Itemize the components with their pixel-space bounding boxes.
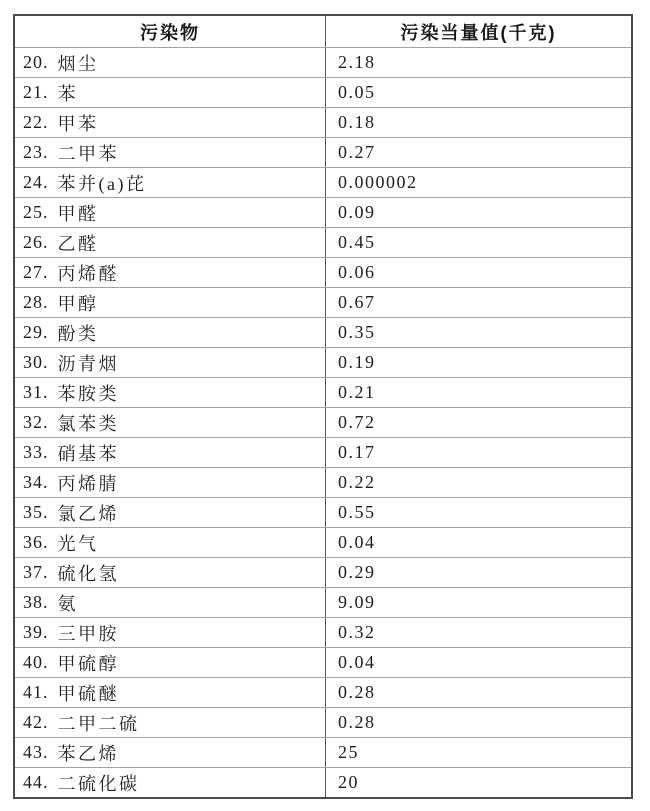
value-cell bbox=[326, 408, 631, 437]
pollutant-name: 氯苯类 bbox=[57, 413, 119, 434]
equivalent-value: 0.09 bbox=[338, 202, 376, 222]
pollutant-cell bbox=[15, 108, 326, 137]
row-number: 39. bbox=[23, 622, 49, 642]
table-row bbox=[15, 437, 631, 467]
pollutant-cell bbox=[15, 318, 326, 347]
pollutant-cell bbox=[15, 468, 326, 497]
row-number: 38. bbox=[23, 592, 49, 612]
table-row bbox=[15, 317, 631, 347]
row-number: 37. bbox=[23, 562, 49, 582]
value-cell bbox=[326, 588, 631, 617]
table-row bbox=[15, 47, 631, 77]
pollutant-name: 丙烯腈 bbox=[57, 473, 119, 494]
pollutant-cell bbox=[15, 288, 326, 317]
row-number: 23. bbox=[23, 142, 49, 162]
pollutant-cell bbox=[15, 408, 326, 437]
value-cell bbox=[326, 258, 631, 287]
pollutant-cell bbox=[15, 78, 326, 107]
value-cell bbox=[326, 48, 631, 77]
pollutant-name: 二甲苯 bbox=[57, 143, 119, 164]
pollutant-name: 酚类 bbox=[57, 323, 99, 344]
table-row bbox=[15, 107, 631, 137]
pollutant-name: 硝基苯 bbox=[57, 443, 119, 464]
row-number: 24. bbox=[23, 172, 49, 192]
row-number: 27. bbox=[23, 262, 49, 282]
table-row bbox=[15, 527, 631, 557]
equivalent-value: 0.18 bbox=[338, 112, 376, 132]
pollutant-name: 光气 bbox=[57, 533, 99, 554]
equivalent-value: 9.09 bbox=[338, 592, 376, 612]
table-row bbox=[15, 557, 631, 587]
row-number: 29. bbox=[23, 322, 49, 342]
pollutant-cell bbox=[15, 558, 326, 587]
value-cell bbox=[326, 558, 631, 587]
table-row bbox=[15, 497, 631, 527]
table-row bbox=[15, 227, 631, 257]
row-number: 31. bbox=[23, 382, 49, 402]
pollutant-equivalent-table bbox=[13, 14, 633, 799]
value-cell bbox=[326, 318, 631, 347]
pollutant-name: 乙醛 bbox=[57, 233, 99, 254]
equivalent-value: 0.04 bbox=[338, 532, 376, 552]
equivalent-value: 20 bbox=[338, 772, 359, 792]
row-number: 35. bbox=[23, 502, 49, 522]
equivalent-value: 0.05 bbox=[338, 82, 376, 102]
value-cell bbox=[326, 78, 631, 107]
pollutant-cell bbox=[15, 258, 326, 287]
value-cell bbox=[326, 288, 631, 317]
row-number: 40. bbox=[23, 652, 49, 672]
table-row bbox=[15, 197, 631, 227]
table-row bbox=[15, 347, 631, 377]
table-row bbox=[15, 707, 631, 737]
value-cell bbox=[326, 378, 631, 407]
value-cell bbox=[326, 228, 631, 257]
pollutant-name: 二硫化碳 bbox=[57, 773, 140, 794]
value-cell bbox=[326, 648, 631, 677]
table-row bbox=[15, 167, 631, 197]
value-cell bbox=[326, 708, 631, 737]
pollutant-name: 甲硫醇 bbox=[57, 653, 119, 674]
pollutant-name: 硫化氢 bbox=[57, 563, 119, 584]
pollutant-name: 三甲胺 bbox=[57, 623, 119, 644]
row-number: 22. bbox=[23, 112, 49, 132]
value-cell bbox=[326, 438, 631, 467]
row-number: 21. bbox=[23, 82, 49, 102]
equivalent-value: 0.72 bbox=[338, 412, 376, 432]
pollutant-name: 沥青烟 bbox=[57, 353, 119, 374]
pollutant-cell bbox=[15, 138, 326, 167]
table-header-row bbox=[15, 16, 631, 47]
row-number: 32. bbox=[23, 412, 49, 432]
pollutant-name: 丙烯醛 bbox=[57, 263, 119, 284]
pollutant-cell bbox=[15, 228, 326, 257]
column-header-equivalent-value: 污染当量值(千克) bbox=[400, 22, 557, 43]
equivalent-value: 0.35 bbox=[338, 322, 376, 342]
pollutant-name: 氯乙烯 bbox=[57, 503, 119, 524]
pollutant-name: 苯 bbox=[57, 83, 78, 104]
equivalent-value: 0.67 bbox=[338, 292, 376, 312]
equivalent-value: 0.29 bbox=[338, 562, 376, 582]
equivalent-value: 0.21 bbox=[338, 382, 376, 402]
row-number: 34. bbox=[23, 472, 49, 492]
row-number: 44. bbox=[23, 772, 49, 792]
table-row bbox=[15, 407, 631, 437]
pollutant-cell bbox=[15, 618, 326, 647]
equivalent-value: 0.04 bbox=[338, 652, 376, 672]
equivalent-value: 0.19 bbox=[338, 352, 376, 372]
pollutant-name: 氨 bbox=[57, 593, 78, 614]
pollutant-name: 甲硫醚 bbox=[57, 683, 119, 704]
value-cell bbox=[326, 138, 631, 167]
table-row bbox=[15, 617, 631, 647]
row-number: 41. bbox=[23, 682, 49, 702]
row-number: 25. bbox=[23, 202, 49, 222]
table-row bbox=[15, 647, 631, 677]
pollutant-cell bbox=[15, 768, 326, 797]
value-cell bbox=[326, 768, 631, 797]
pollutant-cell bbox=[15, 678, 326, 707]
table-row bbox=[15, 767, 631, 797]
table-body bbox=[15, 47, 631, 797]
table-row bbox=[15, 677, 631, 707]
pollutant-name: 苯胺类 bbox=[57, 383, 119, 404]
value-cell bbox=[326, 498, 631, 527]
pollutant-name: 二甲二硫 bbox=[57, 713, 140, 734]
equivalent-value: 0.28 bbox=[338, 712, 376, 732]
equivalent-value: 0.27 bbox=[338, 142, 376, 162]
value-cell bbox=[326, 108, 631, 137]
pollutant-cell bbox=[15, 198, 326, 227]
row-number: 20. bbox=[23, 52, 49, 72]
equivalent-value: 0.000002 bbox=[338, 172, 418, 192]
row-number: 26. bbox=[23, 232, 49, 252]
pollutant-cell bbox=[15, 168, 326, 197]
row-number: 28. bbox=[23, 292, 49, 312]
table-row bbox=[15, 287, 631, 317]
value-cell bbox=[326, 468, 631, 497]
pollutant-name: 苯乙烯 bbox=[57, 743, 119, 764]
equivalent-value: 2.18 bbox=[338, 52, 376, 72]
pollutant-name: 甲醛 bbox=[57, 203, 99, 224]
equivalent-value: 0.22 bbox=[338, 472, 376, 492]
pollutant-cell bbox=[15, 438, 326, 467]
pollutant-cell bbox=[15, 708, 326, 737]
equivalent-value: 25 bbox=[338, 742, 359, 762]
equivalent-value: 0.55 bbox=[338, 502, 376, 522]
row-number: 30. bbox=[23, 352, 49, 372]
row-number: 36. bbox=[23, 532, 49, 552]
equivalent-value: 0.06 bbox=[338, 262, 376, 282]
table-row bbox=[15, 77, 631, 107]
pollutant-name: 烟尘 bbox=[57, 53, 99, 74]
value-cell bbox=[326, 528, 631, 557]
pollutant-cell bbox=[15, 48, 326, 77]
pollutant-cell bbox=[15, 498, 326, 527]
value-cell bbox=[326, 168, 631, 197]
value-cell bbox=[326, 348, 631, 377]
row-number: 43. bbox=[23, 742, 49, 762]
equivalent-value: 0.45 bbox=[338, 232, 376, 252]
pollutant-name: 甲苯 bbox=[57, 113, 99, 134]
row-number: 42. bbox=[23, 712, 49, 732]
value-cell bbox=[326, 618, 631, 647]
table-row bbox=[15, 737, 631, 767]
pollutant-cell bbox=[15, 738, 326, 767]
value-cell bbox=[326, 738, 631, 767]
pollutant-cell bbox=[15, 648, 326, 677]
pollutant-name: 苯并(a)芘 bbox=[57, 173, 147, 194]
value-cell bbox=[326, 678, 631, 707]
table-row bbox=[15, 467, 631, 497]
pollutant-cell bbox=[15, 588, 326, 617]
table-row bbox=[15, 587, 631, 617]
row-number: 33. bbox=[23, 442, 49, 462]
value-cell bbox=[326, 198, 631, 227]
equivalent-value: 0.32 bbox=[338, 622, 376, 642]
pollutant-cell bbox=[15, 348, 326, 377]
pollutant-name: 甲醇 bbox=[57, 293, 99, 314]
pollutant-cell bbox=[15, 528, 326, 557]
equivalent-value: 0.17 bbox=[338, 442, 376, 462]
column-header-pollutant: 污染物 bbox=[15, 16, 326, 47]
pollutant-cell bbox=[15, 378, 326, 407]
table-row bbox=[15, 257, 631, 287]
table-row bbox=[15, 137, 631, 167]
equivalent-value: 0.28 bbox=[338, 682, 376, 702]
table-row bbox=[15, 377, 631, 407]
